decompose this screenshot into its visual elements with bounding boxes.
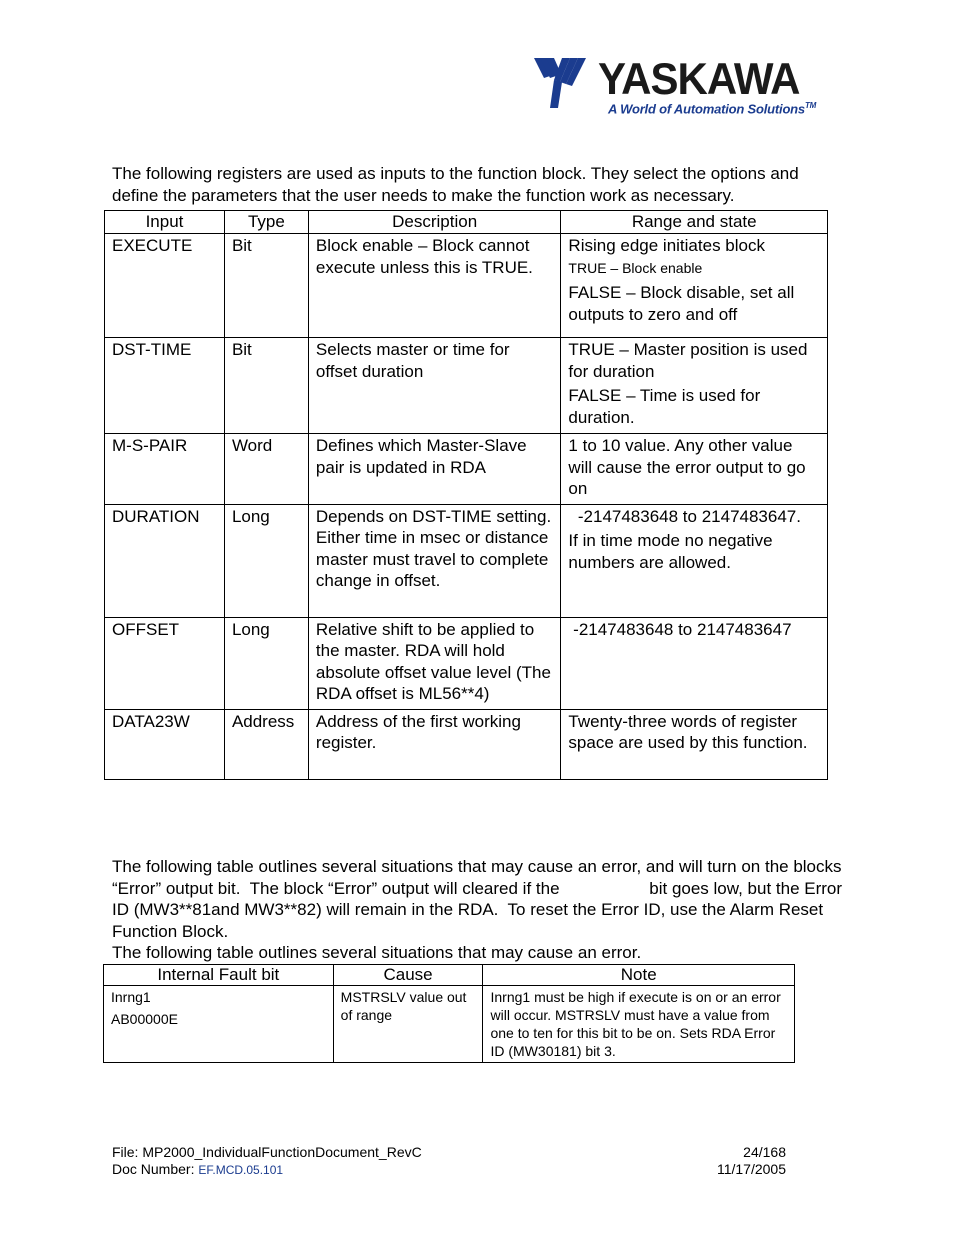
range-line: TRUE – Master position is used for duration	[568, 340, 808, 381]
cell-input: DATA23W	[105, 709, 225, 779]
table-row	[105, 504, 828, 617]
cell-input: OFFSET	[105, 617, 225, 709]
inputs-table-header	[105, 211, 828, 234]
inputs-table	[104, 210, 828, 780]
header-input: Input	[105, 211, 225, 234]
header-fault-bit: Internal Fault bit	[104, 965, 334, 986]
cell-range	[561, 338, 828, 434]
trademark-mark: TM	[804, 101, 817, 110]
cell-description: Block enable – Block cannot execute unless this is TRUE.	[308, 234, 561, 338]
cell-type: Bit	[224, 234, 308, 338]
header-type: Type	[224, 211, 308, 234]
header-description: Description	[308, 211, 561, 234]
cell-note: Inrng1 must be high if execute is on or an error will occur. MSTRSLV must have a value from one to ten for this bit to be on. Sets RDA Error ID (MW30181) bit 3.	[483, 986, 795, 1063]
range-line: Twenty-three words of register space are used by this function.	[568, 711, 808, 752]
header-note: Note	[483, 965, 795, 986]
brand-tagline: A World of Automation Solutions™	[608, 101, 817, 117]
cell-type: Long	[224, 617, 308, 709]
fault-table-header	[104, 965, 795, 986]
error-table-intro: The following table outlines several situations that may cause an error.	[112, 943, 642, 962]
cell-cause: MSTRSLV value out of range	[333, 986, 483, 1063]
cell-input: DST-TIME	[105, 338, 225, 434]
cell-description: Address of the first working register.	[308, 709, 561, 779]
range-line: -2147483648 to 2147483647.	[568, 506, 801, 526]
table-row	[105, 709, 828, 779]
footer-date: 11/17/2005	[716, 1161, 786, 1177]
intro-paragraph: The following registers are used as inputs to the function block. They select the options and define the parameters that the user needs to make the function work as necessary.	[112, 164, 799, 205]
yaskawa-logo-mark-icon	[532, 54, 596, 112]
cell-description: Defines which Master-Slave pair is updated in RDA	[308, 434, 561, 505]
range-line: TRUE – Block enable	[568, 259, 703, 276]
cell-description: Depends on DST-TIME setting. Either time in msec or distance master must travel to complete change in offset.	[308, 504, 561, 617]
cell-input: EXECUTE	[105, 234, 225, 338]
error-paragraph: The following table outlines several situations that may cause an error, and will turn on the blocks “Error” output bit. The block “Error” output will cleared if the bit goes low, but the Error ID (MW3**81and MW3**82) will remain in the RDA. To reset the Error ID, use the Alarm Reset Function Block.	[112, 857, 847, 941]
cell-fault-bit	[104, 986, 334, 1063]
table-row	[104, 986, 795, 1063]
range-line: FALSE – Time is used for duration.	[568, 386, 761, 427]
yaskawa-logo	[532, 52, 822, 122]
header-cause: Cause	[333, 965, 483, 986]
brand-name: YASKAWA	[598, 54, 800, 104]
cell-range	[561, 617, 828, 709]
cell-description: Relative shift to be applied to the master. RDA will hold absolute offset value level (The RDA offset is ML56**4)	[308, 617, 561, 709]
range-line: Rising edge initiates block	[568, 236, 765, 255]
range-line: 1 to 10 value. Any other value will cause the error output to go on	[568, 436, 806, 498]
table-row	[105, 434, 828, 505]
cell-type: Address	[224, 709, 308, 779]
cell-range	[561, 504, 828, 617]
cell-range	[561, 234, 828, 338]
range-line: If in time mode no negative numbers are allowed.	[568, 531, 773, 572]
fault-bit-code: AB00000E	[111, 1011, 178, 1027]
footer-page-number: 24/168	[743, 1144, 786, 1160]
cell-type: Long	[224, 504, 308, 617]
table-row	[105, 338, 828, 434]
fault-table	[103, 964, 795, 1063]
cell-input: M-S-PAIR	[105, 434, 225, 505]
range-line: FALSE – Block disable, set all outputs to zero and off	[568, 283, 795, 324]
table-row	[105, 234, 828, 338]
fault-bit-name: Inrng1	[111, 989, 151, 1005]
table-row	[105, 617, 828, 709]
cell-range	[561, 709, 828, 779]
cell-type: Word	[224, 434, 308, 505]
cell-description: Selects master or time for offset duration	[308, 338, 561, 434]
cell-input: DURATION	[105, 504, 225, 617]
footer-file: File: MP2000_IndividualFunctionDocument_RevC	[112, 1144, 422, 1160]
doc-number-value: EF.MCD.05.101	[198, 1163, 284, 1177]
range-line: -2147483648 to 2147483647	[568, 619, 792, 639]
cell-range	[561, 434, 828, 505]
header-range: Range and state	[561, 211, 828, 234]
footer-doc-number: Doc Number: EF.MCD.05.101	[112, 1161, 284, 1177]
cell-type: Bit	[224, 338, 308, 434]
